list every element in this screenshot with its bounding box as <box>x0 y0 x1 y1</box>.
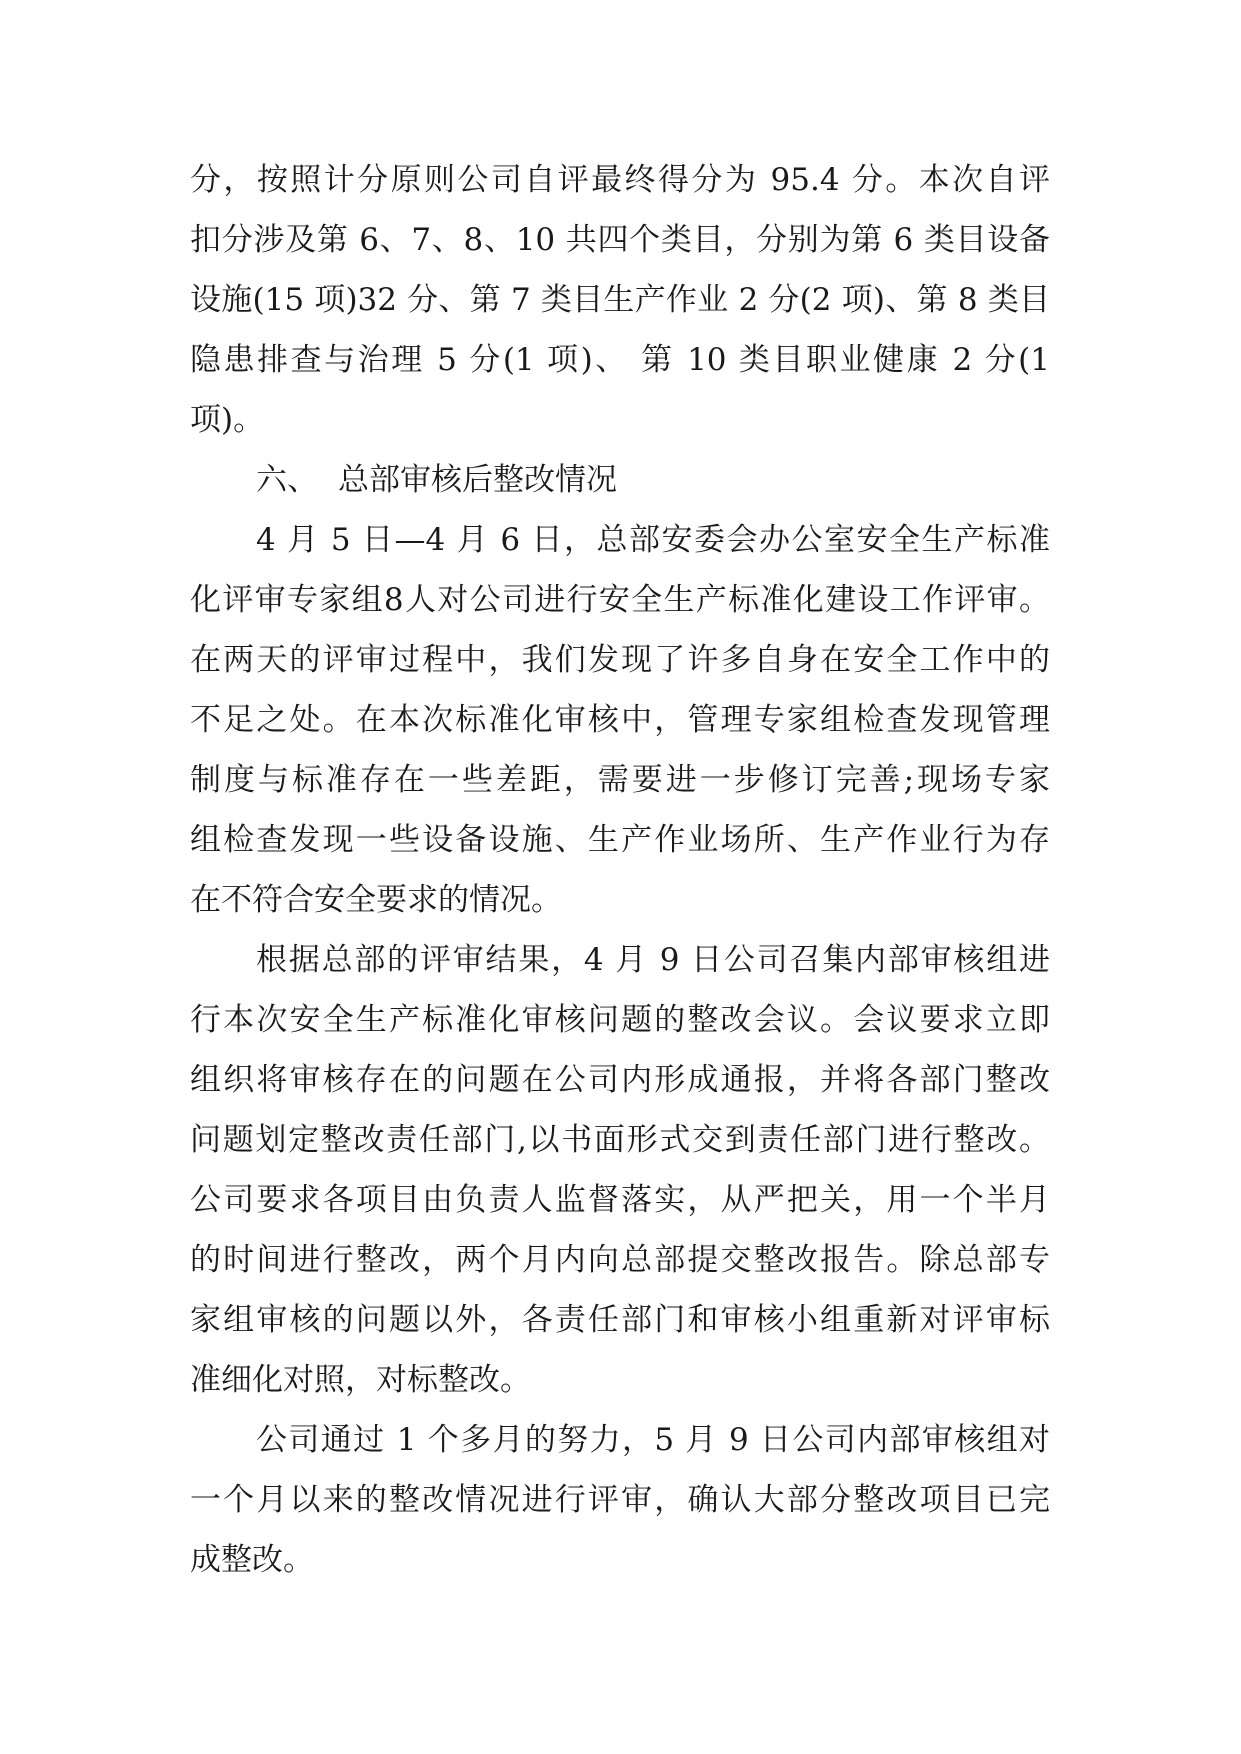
paragraph-line: 公司要求各项目由负责人监督落实，从严把关，用一个半月 <box>190 1182 1050 1218</box>
paragraph-line: 在两天的评审过程中，我们发现了许多自身在安全工作中的 <box>190 642 1050 678</box>
paragraph-line: 家组审核的问题以外，各责任部门和审核小组重新对评审标 <box>190 1302 1050 1338</box>
paragraph-line: 行本次安全生产标准化审核问题的整改会议。会议要求立即 <box>190 1002 1050 1038</box>
paragraph-line: 制度与标准存在一些差距，需要进一步修订完善;现场专家 <box>190 762 1050 798</box>
paragraph-line: 不足之处。在本次标准化审核中，管理专家组检查发现管理 <box>190 702 1050 738</box>
paragraph-line: 隐患排查与治理 5 分(1 项)、 第 10 类目职业健康 2 分(1 <box>190 342 1050 378</box>
paragraph-line: 公司通过 1 个多月的努力，5 月 9 日公司内部审核组对 <box>256 1422 1050 1458</box>
paragraph-line: 一个月以来的整改情况进行评审，确认大部分整改项目已完 <box>190 1482 1050 1518</box>
paragraph-line: 设施(15 项)32 分、第 7 类目生产作业 2 分(2 项)、第 8 类目 <box>190 282 1050 318</box>
paragraph-line: 扣分涉及第 6、7、8、10 共四个类目，分别为第 6 类目设备 <box>190 222 1050 258</box>
paragraph-line: 组织将审核存在的问题在公司内形成通报，并将各部门整改 <box>190 1062 1050 1098</box>
paragraph-line: 成整改。 <box>190 1542 314 1578</box>
paragraph-line: 项)。 <box>190 402 265 438</box>
paragraph-line: 4 月 5 日—4 月 6 日，总部安委会办公室安全生产标准 <box>256 522 1050 558</box>
paragraph-line: 化评审专家组8人对公司进行安全生产标准化建设工作评审。 <box>190 582 1050 618</box>
paragraph-line: 分，按照计分原则公司自评最终得分为 95.4 分。本次自评 <box>190 162 1050 198</box>
paragraph-line: 的时间进行整改，两个月内向总部提交整改报告。除总部专 <box>190 1242 1050 1278</box>
paragraph-line: 根据总部的评审结果，4 月 9 日公司召集内部审核组进 <box>256 942 1050 978</box>
section-number: 六、 <box>256 462 318 498</box>
paragraph-line: 问题划定整改责任部门,以书面形式交到责任部门进行整改。 <box>190 1122 1050 1158</box>
paragraph-line: 准细化对照，对标整改。 <box>190 1362 531 1398</box>
paragraph-line: 在不符合安全要求的情况。 <box>190 882 562 918</box>
section-heading <box>256 450 617 510</box>
paragraph-line: 组检查发现一些设备设施、生产作业场所、生产作业行为存 <box>190 822 1050 858</box>
section-title: 总部审核后整改情况 <box>338 462 617 498</box>
